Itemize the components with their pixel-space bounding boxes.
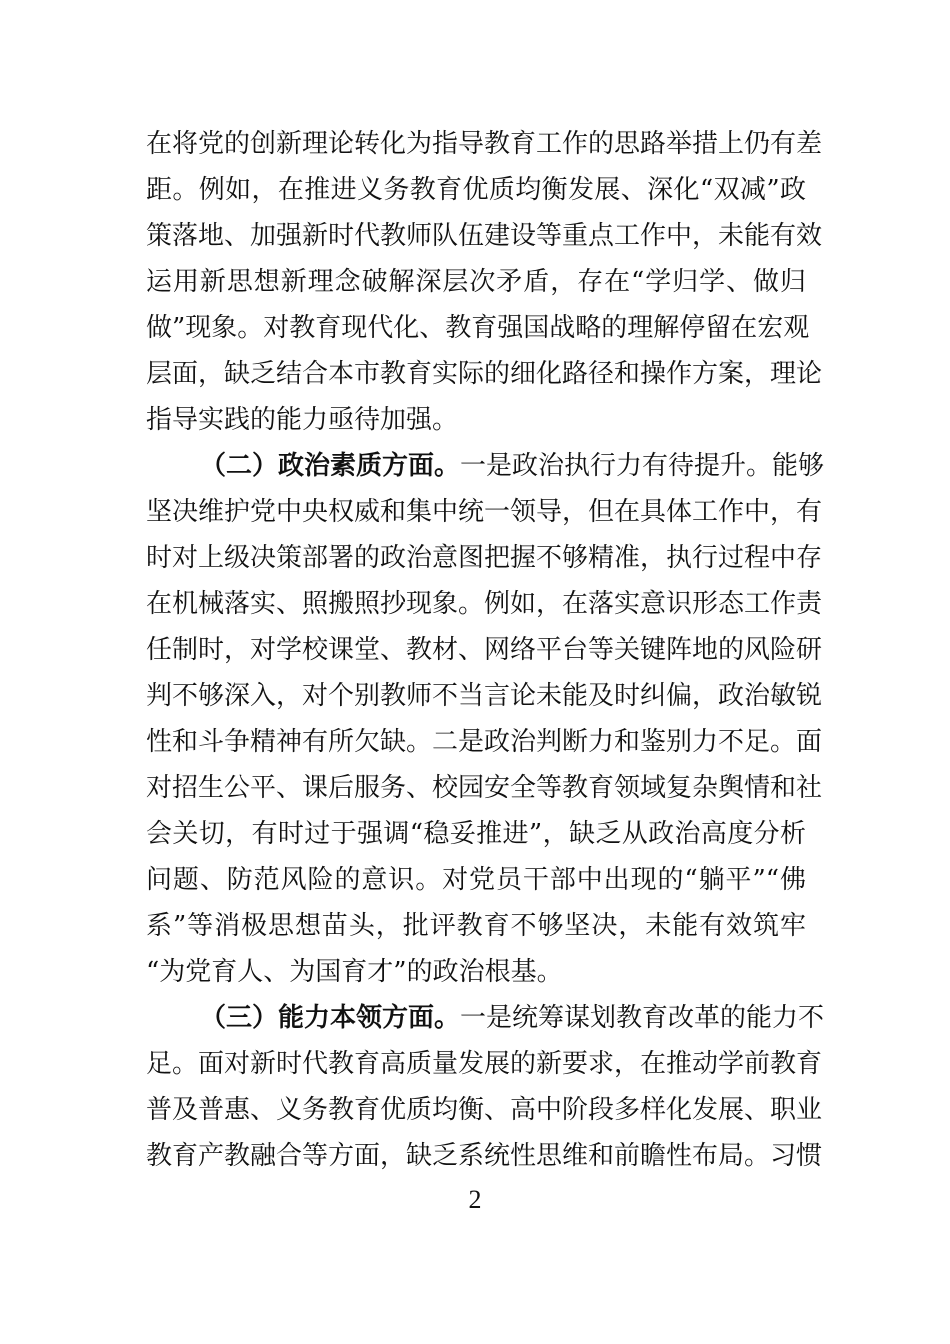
paragraph-line: 性和斗争精神有所欠缺。二是政治判断力和鉴别力不足。面 <box>146 727 823 757</box>
paragraph-line: 判不够深入，对个别教师不当言论未能及时纠偏，政治敏锐 <box>146 681 823 711</box>
paragraph-first-line <box>200 998 825 1038</box>
paragraph-first-line <box>200 446 825 486</box>
paragraph-line: “为党育人、为国育才”的政治根基。 <box>146 957 563 987</box>
paragraph-line: 时对上级决策部署的政治意图把握不够精准，执行过程中存 <box>146 543 823 573</box>
paragraph-line: 坚决维护党中央权威和集中统一领导，但在具体工作中，有 <box>146 497 823 527</box>
paragraph-line: 指导实践的能力亟待加强。 <box>146 405 459 435</box>
paragraph-line: 足。面对新时代教育高质量发展的新要求，在推动学前教育 <box>146 1049 823 1079</box>
paragraph-line: 问题、防范风险的意识。对党员干部中出现的“躺平”“佛 <box>146 865 806 895</box>
paragraph-line: 运用新思想新理念破解深层次矛盾，存在“学归学、做归 <box>146 267 806 297</box>
paragraph-line: 会关切，有时过于强调“稳妥推进”，缺乏从政治高度分析 <box>146 819 806 849</box>
paragraph-line: 教育产教融合等方面，缺乏系统性思维和前瞻性布局。习惯 <box>146 1141 823 1171</box>
section-heading: （三）能力本领方面。 <box>200 1003 461 1033</box>
paragraph-line: 层面，缺乏结合本市教育实际的细化路径和操作方案，理论 <box>146 359 823 389</box>
paragraph-line: 在将党的创新理论转化为指导教育工作的思路举措上仍有差 <box>146 129 823 159</box>
paragraph-text: 一是政治执行力有待提升。能够 <box>460 451 825 481</box>
paragraph-line: 系”等消极思想苗头，批评教育不够坚决，未能有效筑牢 <box>146 911 806 941</box>
paragraph-text: 一是统筹谋划教育改革的能力不 <box>460 1003 825 1033</box>
paragraph-line: 策落地、加强新时代教师队伍建设等重点工作中，未能有效 <box>146 221 823 251</box>
paragraph-line: 对招生公平、课后服务、校园安全等教育领域复杂舆情和社 <box>146 773 823 803</box>
paragraph-line: 距。例如，在推进义务教育优质均衡发展、深化“双减”政 <box>146 175 806 205</box>
paragraph-line: 在机械落实、照搬照抄现象。例如，在落实意识形态工作责 <box>146 589 823 619</box>
paragraph-line: 普及普惠、义务教育优质均衡、高中阶段多样化发展、职业 <box>146 1095 823 1125</box>
paragraph-line: 任制时，对学校课堂、教材、网络平台等关键阵地的风险研 <box>146 635 823 665</box>
paragraph-line: 做”现象。对教育现代化、教育强国战略的理解停留在宏观 <box>146 313 810 343</box>
page-number: 2 <box>468 1185 482 1214</box>
section-heading: （二）政治素质方面。 <box>200 451 461 481</box>
